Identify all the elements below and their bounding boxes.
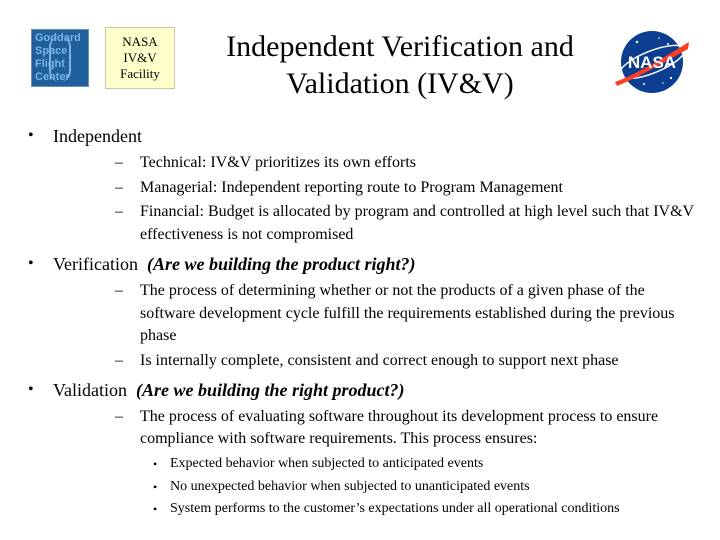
sub-sub-bullet-list [53, 453, 700, 521]
bullet-label: Validation [53, 379, 127, 400]
goddard-logo-line: Center [35, 71, 70, 83]
slide-title-line: Validation (IV&V) [286, 67, 514, 100]
sub-bullet-item: – Managerial: Independent reporting route to Program Management [115, 178, 563, 196]
sub-bullet-item: – Technical: IV&V prioritizes its own efforts [115, 154, 416, 171]
sub-bullet-item: – The process of determining whether or not the products of a given phase of the software development cycle fulfill the requirements established during the previous phase [115, 281, 675, 345]
sub-bullet-list [53, 280, 720, 373]
sub-bullet-text: Technical: IV&V prioritizes its own efforts [140, 154, 416, 171]
sub-bullet-list [53, 406, 720, 522]
bullet-marker: • [28, 380, 34, 398]
bullet-validation [0, 379, 720, 522]
sub-bullet-item: – The process of evaluating software throughout its development process to ensure compliance with software requirements. This process ensures: • Expected behavior when subjected to anticipated events • No unexpected behavior when subjected to unanticipated events • System performs to the customer’s expectations under all operational conditions [53, 406, 720, 522]
facility-label-line: NASA [122, 34, 158, 49]
facility-label-line: IV&V [123, 50, 157, 65]
sub-bullet-list [53, 152, 720, 247]
sub-bullet-item: – Is internally complete, consistent and correct enough to support next phase [115, 351, 619, 369]
sub-sub-bullet-text: Expected behavior when subjected to anticipated events [170, 456, 484, 472]
bullet-list [0, 125, 720, 521]
sub-sub-bullet-text: No unexpected behavior when subjected to unanticipated events [170, 478, 530, 494]
sub-sub-bullet-item: • No unexpected behavior when subjected to unanticipated events [153, 478, 530, 494]
goddard-logo-line: Flight [35, 58, 65, 70]
facility-label-line: Facility [120, 66, 160, 81]
bullet-independent [0, 125, 720, 247]
sub-sub-bullet-text: System performs to the customer’s expectations under all operational conditions [170, 501, 620, 517]
slide-title-line: Independent Verification and [226, 30, 574, 63]
goddard-logo-line: Space [35, 45, 68, 57]
bullet-label: Independent [53, 126, 142, 146]
sub-bullet-text: The process of determining whether or not the products of a given phase of the software development cycle fulfill the requirements established during the previous phase [140, 281, 675, 345]
bullet-verification [0, 253, 720, 373]
bullet-marker: • [28, 254, 34, 272]
facility-label-box [105, 27, 175, 89]
slide-title [195, 28, 605, 102]
sub-bullet-item: – Financial: Budget is allocated by program and controlled at high level such that IV&V effectiveness is not compromised [115, 203, 694, 244]
bullet-question: (Are we building the right product?) [136, 379, 405, 400]
bullet-marker: • [28, 127, 34, 144]
bullet-question: (Are we building the product right?) [146, 253, 416, 274]
goddard-logo-text [35, 32, 81, 84]
sub-sub-bullet-item: • System performs to the customer’s expectations under all operational conditions [153, 501, 620, 517]
nasa-meatball-icon [611, 22, 691, 102]
goddard-logo [31, 29, 89, 87]
meatball-text: NASA [627, 53, 677, 72]
sub-bullet-text: Managerial: Independent reporting route to Program Management [140, 178, 563, 196]
bullet-label: Verification [53, 253, 138, 274]
goddard-logo-line: Goddard [35, 32, 81, 44]
sub-bullet-text: The process of evaluating software throughout its development process to ensure compliance with software requirements. This process ensures: [140, 407, 659, 448]
sub-bullet-text: Is internally complete, consistent and correct enough to support next phase [140, 351, 619, 369]
sub-bullet-text: Financial: Budget is allocated by program and controlled at high level such that IV&V effectiveness is not compromised [140, 203, 694, 244]
sub-sub-bullet-item: • Expected behavior when subjected to anticipated events [153, 456, 484, 472]
